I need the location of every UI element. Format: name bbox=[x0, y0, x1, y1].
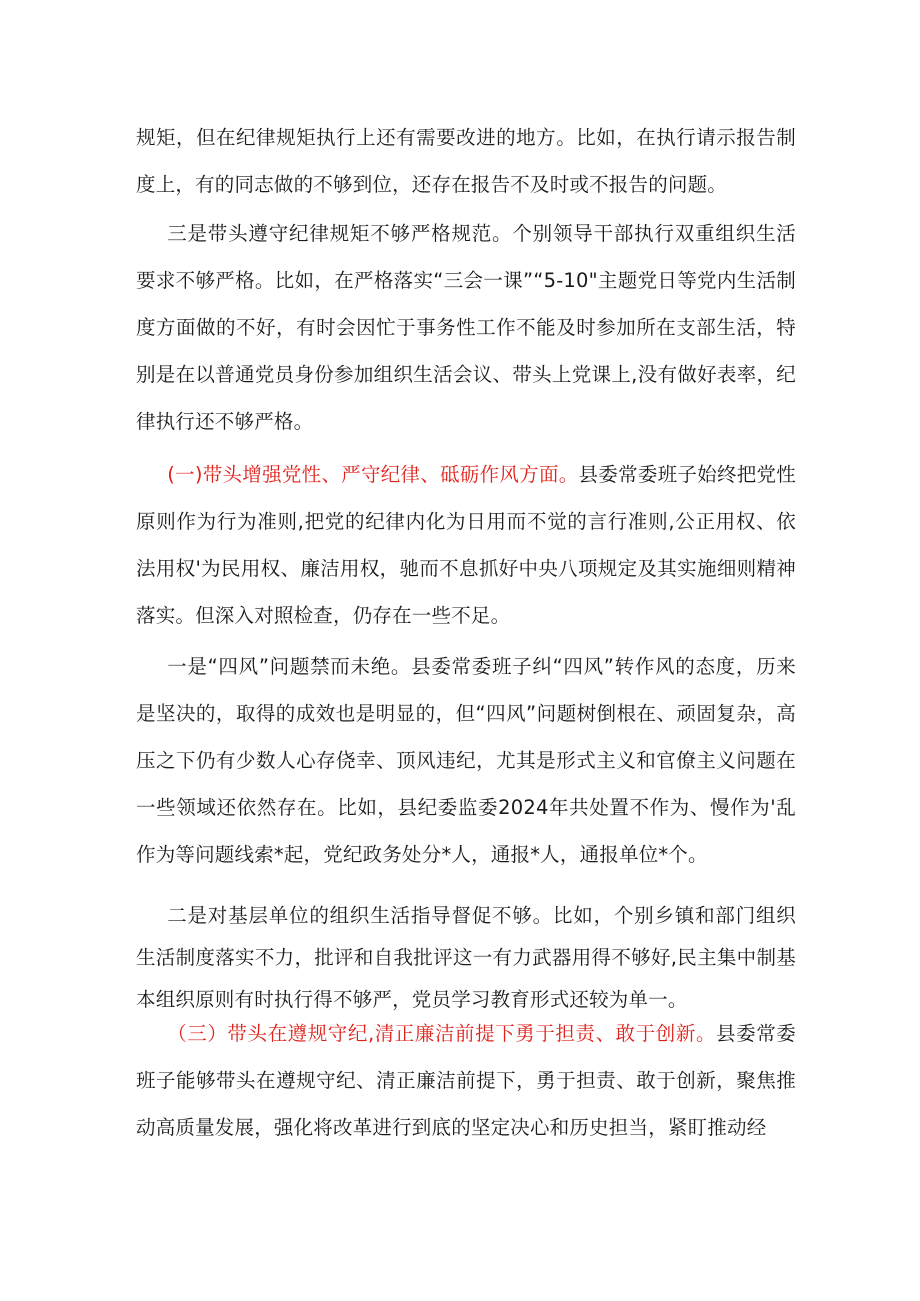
section-heading-paragraph-3 bbox=[136, 1010, 796, 1151]
paragraph-text: 一是“四风”问题禁而未绝。县委常委班子纠“四风”转作风的态度，历来是坚决的，取得的成效也是明显的，但“四风”问题树倒根在、顽固复杂，高压之下仍有少数人心存侥幸、顶风违纪，尤其是形式主义和官僚主义问题在一些领域还依然存在。比如，县纪委监委2024年共处置不作为、慢作为'乱作为等问题线索*起，党纪政务处分*人，通报*人，通报单位*个。 bbox=[136, 655, 796, 866]
paragraph-continuation bbox=[136, 114, 796, 208]
paragraph-text: 三是带头遵守纪律规矩不够严格规范。个别领导干部执行双重组织生活要求不够严格。比如，在严格落实“三会一课”“5-10"主题党日等党内生活制度方面做的不好，有时会因忙于事务性工作不能及时参加所在支部生活，特别是在以普通党员身份参加组织生活会议、带头上党课上,没有做好表率，纪律执行还不够严格。 bbox=[136, 222, 796, 433]
paragraph-four-winds bbox=[136, 643, 796, 878]
section-heading: (一)带头增强党性、严守纪律、砥砺作风方面。 bbox=[167, 463, 579, 486]
paragraph-text: 县委常委班子能够带头在遵规守纪、清正廉洁前提下，勇于担责、敢于创新，聚焦推动高质量发展，强化将改革进行到底的坚定决心和历史担当，紧盯推动经 bbox=[136, 1022, 796, 1139]
paragraph-grassroots bbox=[136, 895, 796, 1021]
section-heading-paragraph-1 bbox=[136, 451, 796, 639]
paragraph-discipline bbox=[136, 210, 796, 445]
paragraph-text: 规矩，但在纪律规矩执行上还有需要改进的地方。比如，在执行请示报告制度上，有的同志做的不够到位，还存在报告不及时或不报告的问题。 bbox=[136, 126, 796, 196]
paragraph-text: 二是对基层单位的组织生活指导督促不够。比如，个别乡镇和部门组织生活制度落实不力，批评和自我批评这一有力武器用得不够好,民主集中制基本组织原则有时执行得不够严，党员学习教育形式还较为单一。 bbox=[136, 904, 796, 1011]
section-heading: （三）带头在遵规守纪,清正廉洁前提下勇于担责、敢于创新。 bbox=[167, 1022, 717, 1045]
paragraph-text: 县委常委班子始终把党性原则作为行为准则,把党的纪律内化为日用而不觉的言行准则,公正用权、依法用权'为民用权、廉洁用权，驰而不息抓好中央八项规定及其实施细则精神落实。但深入对照检查，仍存在一些不足。 bbox=[136, 463, 796, 627]
